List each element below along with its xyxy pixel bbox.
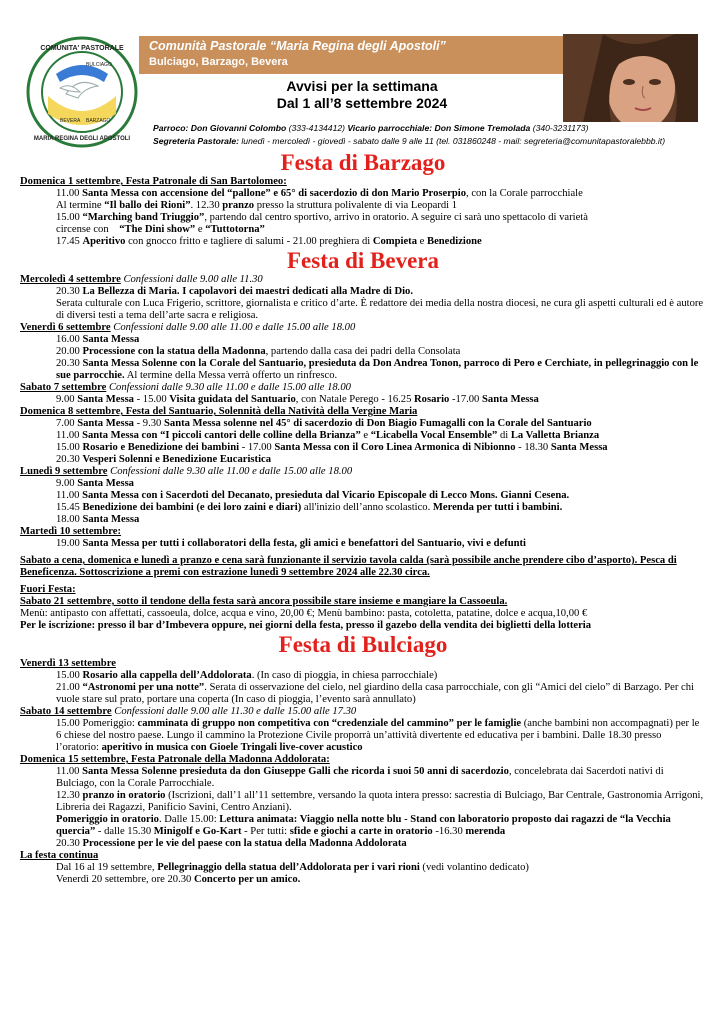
detail: , concelebrata dai Sacerdoti nativi di Bulciago, con la Corale Parrocchiale.: [56, 766, 664, 789]
text: con gnocco fritto e tagliere di salumi - 21.00 preghiera di: [125, 236, 373, 247]
event: Santa Messa solenne nel 45° di sacerdozio di Don Biagio Fumagalli con la Corale del Santuario: [164, 418, 592, 429]
bevera-mon-line3: [20, 502, 706, 514]
text: . Dalle 15.00:: [158, 814, 220, 825]
event: Processione per le vie del paese con la statua della Madonna Addolorata: [82, 838, 407, 849]
event: Santa Messa con il Coro Linea Armonica di Nibionno: [274, 442, 516, 453]
confessions: Confessioni dalle 9.00 alle 11.30: [120, 274, 263, 285]
text: e: [195, 224, 206, 235]
event: “Tuttotorna”: [205, 224, 265, 235]
event: La Valletta Brianza: [510, 430, 600, 441]
parroco-name: Don Giovanni Colombo: [190, 123, 287, 133]
vicario-label: Vicario parrocchiale:: [347, 123, 433, 133]
barzago-line1: [20, 188, 706, 200]
fuori-festa-line1: Sabato 21 settembre, sotto il tendone della festa sarà ancora possibile stare insieme e mangiare la Cassoeula.: [20, 596, 508, 607]
bevera-fri-line1: [20, 334, 706, 346]
text: Dal 16 al 19 settembre,: [56, 862, 158, 873]
event: Santa Messa: [82, 334, 140, 345]
contacts-line-1: [153, 122, 665, 135]
time: 20.30: [56, 838, 83, 849]
bevera-wed-line2: Serata culturale con Luca Frigerio, scrittore, giornalista e critico d’arte. È redattore dei media della nostra diocesi, ne cura gli aspetti culturali ed è autore di diversi testi a tema dell’arte sacra e religiosa.: [56, 298, 704, 321]
vicario-name: Don Simone Tremolada: [434, 123, 531, 133]
time: 12.30: [56, 790, 83, 801]
event: La Bellezza di Maria. I capolavori dei maestri dedicati alla Madre di Dio.: [82, 286, 414, 297]
text: presso la struttura polivalente di via Leopardi 1: [254, 200, 458, 211]
bulciago-sun-line1: [20, 766, 706, 790]
confessions: Confessioni dalle 9.30 alle 11.00 e dalle 15.00 alle 18.00: [107, 466, 353, 477]
bevera-wed-line1: [20, 286, 706, 298]
event: Santa Messa per tutti i collaboratori della festa, gli amici e benefattori del Santuario, vivi e defunti: [82, 538, 527, 549]
barzago-day1: Domenica 1 settembre, Festa Patronale di San Bartolomeo:: [20, 176, 287, 187]
event: Lettura animata: Viaggio nella notte blu - Stand con laboratorio proposto dai ragazzi de “la Vecchia quercia”: [56, 814, 671, 837]
time: 20.30: [56, 286, 83, 297]
event: Vesperi Solenni e Benedizione Eucaristica: [82, 454, 272, 465]
logo-bulciago: BULCIAGO: [86, 62, 112, 68]
barzago-line4: [20, 224, 706, 236]
event: Santa Messa con i Sacerdoti del Decanato, presieduta dal Vicario Episcopale di Lecco Mons. Gianni Cesena.: [82, 490, 570, 501]
avvisi-dates: Dal 1 all’8 settembre 2024: [276, 95, 448, 111]
fuori-festa-header: Fuori Festa:: [20, 584, 76, 595]
event: “The Dini show”: [119, 224, 196, 235]
day: Sabato 14 settembre: [20, 706, 112, 717]
event: camminata di gruppo non competitiva con “credenziale del cammino” per le famiglie: [137, 718, 522, 729]
event: Santa Messa: [77, 478, 134, 489]
logo-barzago: BARZAGO: [86, 118, 111, 124]
event: “Il ballo dei Rioni”: [104, 200, 191, 211]
contacts-line-2: [153, 135, 665, 148]
day: Sabato 7 settembre: [20, 382, 107, 393]
bevera-mon-line4: [20, 514, 706, 526]
event: Benedizione: [427, 236, 482, 247]
time: 20.30: [56, 358, 83, 369]
bevera-tue-line1: [20, 538, 706, 550]
time: - 17.00: [239, 442, 275, 453]
bevera-fri-line3: [20, 358, 706, 382]
community-banner: [139, 36, 585, 74]
bulciago-cont-line1: [20, 862, 706, 874]
event: Santa Messa con “I piccoli cantori delle colline della Brianza”: [82, 430, 361, 441]
detail: , partendo dal centro sportivo, arrivo in oratorio. A seguire ci sarà uno spettacolo di varietà: [204, 212, 588, 223]
parroco-phone: (333-4134412): [288, 123, 345, 133]
bevera-wed-header: [20, 274, 706, 286]
festa-barzago-title: Festa di Barzago: [280, 150, 446, 175]
time: 7.00: [56, 418, 78, 429]
event: “Marching band Triuggio”: [82, 212, 205, 223]
event: Pellegrinaggio della statua dell’Addolorata per i vari rioni: [157, 862, 420, 873]
detail: , con la Corale parrocchiale: [466, 188, 583, 199]
bevera-notice: Sabato a cena, domenica e lunedì a pranzo e cena sarà funzionante il servizio tavola calda (sarà possibile anche prendere cibo d’asporto). Pesca di Beneficenza. Sottoscrizione a premi con estrazione lunedì 9 settembre 2024 alle 22.30 circa.: [20, 555, 677, 578]
text: e: [417, 236, 427, 247]
time: 15.00 Pomeriggio:: [56, 718, 138, 729]
time: - 9.30: [133, 418, 164, 429]
fuori-festa-iscrizione: Per le iscrizione: presso il bar d’Imbevera oppure, nei giorni della festa, presso il gazebo della vendita dei biglietti della lotteria: [20, 620, 592, 631]
bevera-sun-line1: [20, 418, 706, 430]
time: 11.00: [56, 430, 83, 441]
time: - dalle 15.30: [95, 826, 154, 837]
segreteria-text: lunedì - mercoledì - giovedì - sabato dalle 9 alle 11 (tel. 031860248 - mail: segreteria@comunitapastoralebbb.it): [241, 136, 666, 146]
event: Santa Messa Solenne presieduta da don Giuseppe Galli che ricorda i suoi 50 anni di sacerdozio: [82, 766, 509, 777]
text: . 12.30: [190, 200, 223, 211]
barzago-line3: [20, 212, 706, 224]
bevera-mon-header: [20, 466, 706, 478]
logo-top-text: COMUNITA' PASTORALE: [40, 45, 124, 52]
bevera-sun-line4: [20, 454, 706, 466]
day: Lunedì 9 settembre: [20, 466, 108, 477]
time: -17.00: [449, 394, 483, 405]
bevera-sat-header: [20, 382, 706, 394]
bulciago-sun-line2: [20, 790, 706, 814]
detail: . (In caso di pioggia, in chiesa parrocchiale): [251, 670, 438, 681]
bulciago-fri-line1: [20, 670, 706, 682]
event: Rosario e Benedizione dei bambini: [82, 442, 240, 453]
bulciago-sun-header: Domenica 15 settembre, Festa Patronale della Madonna Addolorata:: [20, 754, 330, 765]
confessions: Confessioni dalle 9.30 alle 11.00 e dalle 15.00 alle 18.00: [106, 382, 351, 393]
bevera-sat-line1: [20, 394, 706, 406]
barzago-line5: [20, 236, 706, 248]
confessions: Confessioni dalle 9.00 alle 11.00 e dalle 15.00 alle 18.00: [110, 322, 356, 333]
event: pranzo: [222, 200, 255, 211]
time: - 18.30: [515, 442, 551, 453]
text: circense con: [56, 224, 120, 235]
time: 18.00: [56, 514, 83, 525]
bevera-fri-line2: [20, 346, 706, 358]
bulciago-sun-line3: [20, 814, 706, 838]
logo-bevera: BEVERA: [60, 118, 81, 124]
bulciago-sat-header: [20, 706, 706, 718]
event: Santa Messa: [82, 514, 140, 525]
bulciago-fri-line2: [20, 682, 706, 706]
event: Minigolf e Go-Kart: [153, 826, 242, 837]
contacts-block: [153, 122, 665, 148]
time: 15.45: [56, 502, 83, 513]
community-name: Comunità Pastorale “Maria Regina degli Apostoli”: [149, 39, 446, 53]
community-towns: Bulciago, Barzago, Bevera: [149, 56, 288, 68]
time: 16.00: [56, 334, 83, 345]
bevera-sun-header: Domenica 8 settembre, Festa del Santuario, Solennità della Natività della Vergine Maria: [20, 406, 418, 417]
festa-bulciago-title: Festa di Bulciago: [278, 632, 448, 657]
event: Santa Messa Solenne con la Corale del Santuario, presieduta da Don Andrea Tonon, parroco di Pero e Cerchiate, in pellegrinaggio con le sue parrocchie.: [56, 358, 699, 381]
text: - Per tutti:: [241, 826, 290, 837]
event: Compieta: [372, 236, 417, 247]
time: 15.00: [56, 212, 83, 223]
vicario-phone: (340-3231173): [532, 123, 589, 133]
event: Merenda per tutti i bambini.: [432, 502, 563, 513]
detail: (anche bambini non accompagnati) per le 6 chiese del nostro paese. Lungo il cammino la Protezione Civile proporrà un’attività divertente ed educativa per i bambini. Dalle 18.30 presso l’oratorio:: [56, 718, 700, 753]
segreteria-label: Segreteria Pastorale:: [153, 136, 239, 146]
bevera-sun-line3: [20, 442, 706, 454]
event: pranzo in oratorio: [82, 790, 166, 801]
event: “Licabella Vocal Ensemble”: [370, 430, 498, 441]
bevera-mon-line1: [20, 478, 706, 490]
pastoral-community-logo: [26, 36, 138, 148]
detail: (Iscrizioni, dall’1 all’11 settembre, versando la quota intera presso: sacrestia di Bulciago, Bar Centrale, Gastronomia Arrigoni, Libreria dei Ragazzi, Panificio Savini, Centro Anziani).: [56, 790, 704, 813]
confessions: Confessioni dalle 9.00 alle 11.30 e dalle 15.00 alle 17.30: [111, 706, 357, 717]
time: 20.30: [56, 454, 83, 465]
logo-bottom-text: MARIA REGINA DEGLI APOSTOLI: [33, 136, 131, 142]
text: all'inizio dell’anno scolastico.: [301, 502, 433, 513]
time: 15.00: [56, 442, 83, 453]
event: Aperitivo: [82, 236, 126, 247]
bulciago-cont-line2: [20, 874, 706, 886]
day: Mercoledì 4 settembre: [20, 274, 121, 285]
text: e: [360, 430, 371, 441]
time: 11.00: [56, 188, 83, 199]
event: Processione con la statua della Madonna: [82, 346, 266, 357]
fuori-festa-menu: Menù: antipasto con affettati, cassoeula, dolce, acqua e vino, 20,00 €; Menù bambino: pasta, cotoletta, patatine, dolce e acqua,10,00 €: [20, 608, 588, 619]
bevera-tue-header: Martedì 10 settembre:: [20, 526, 121, 537]
notices-content: [20, 150, 706, 886]
time: 21.00: [56, 682, 83, 693]
detail: , partendo dalla casa dei padri della Consolata: [265, 346, 461, 357]
event: “Astronomi per una notte”: [82, 682, 205, 693]
text: , con Natale Perego - 16.25: [295, 394, 415, 405]
time: 19.00: [56, 538, 83, 549]
detail: (vedi volantino dedicato): [419, 862, 529, 873]
detail: . Serata di osservazione del cielo, nel giardino della casa parrocchiale, con gli “Amici del cielo” di Barzago. Per chi vuole stare sul prato, portare una coperta (In caso di pioggia, l’evento sarà annullato): [56, 682, 694, 705]
bulciago-cont-header: La festa continua: [20, 850, 99, 861]
time: - 15.00: [133, 394, 170, 405]
event: merenda: [465, 826, 506, 837]
event: Visita guidata del Santuario: [169, 394, 296, 405]
bevera-sun-line2: [20, 430, 706, 442]
time: 11.00: [56, 490, 83, 501]
event: Santa Messa: [550, 442, 608, 453]
event: Rosario: [414, 394, 450, 405]
time: -16.30: [432, 826, 466, 837]
event: Rosario alla cappella dell’Addolorata: [82, 670, 252, 681]
time: 11.00: [56, 766, 83, 777]
bulciago-sun-line4: [20, 838, 706, 850]
event: sfide e giochi a carte in oratorio: [289, 826, 433, 837]
event: aperitivo in musica con Gioele Tringali live-cover acustico: [101, 742, 363, 753]
event: Pomeriggio in oratorio: [56, 814, 159, 825]
barzago-line2: [20, 200, 706, 212]
event: Benedizione dei bambini (e dei loro zaini e diari): [82, 502, 302, 513]
avvisi-heading: [147, 78, 577, 112]
event: Santa Messa: [482, 394, 539, 405]
madonna-portrait-image: [563, 34, 698, 122]
day: Venerdì 6 settembre: [20, 322, 111, 333]
time: 17.45: [56, 236, 83, 247]
time: 9.00: [56, 478, 78, 489]
text: Venerdì 20 settembre, ore 20.30: [56, 874, 194, 885]
text: Al termine: [56, 200, 105, 211]
event: Concerto per un amico.: [193, 874, 301, 885]
bulciago-fri-header: Venerdì 13 settembre: [20, 658, 116, 669]
text: di: [497, 430, 511, 441]
bevera-fri-header: [20, 322, 706, 334]
time: 9.00: [56, 394, 78, 405]
avvisi-title: Avvisi per la settimana: [286, 78, 438, 94]
bulciago-sat-line1: [20, 718, 706, 754]
event: Santa Messa: [77, 394, 134, 405]
festa-bevera-title: Festa di Bevera: [286, 248, 439, 273]
time: 15.00: [56, 670, 83, 681]
bevera-mon-line2: [20, 490, 706, 502]
parroco-label: Parroco:: [153, 123, 189, 133]
detail: Al termine della Messa verrà offerto un rinfresco.: [124, 370, 338, 381]
event: Santa Messa con accensione del “pallone” e 65° di sacerdozio di don Mario Proserpio: [82, 188, 467, 199]
time: 20.00: [56, 346, 83, 357]
event: Santa Messa: [77, 418, 134, 429]
